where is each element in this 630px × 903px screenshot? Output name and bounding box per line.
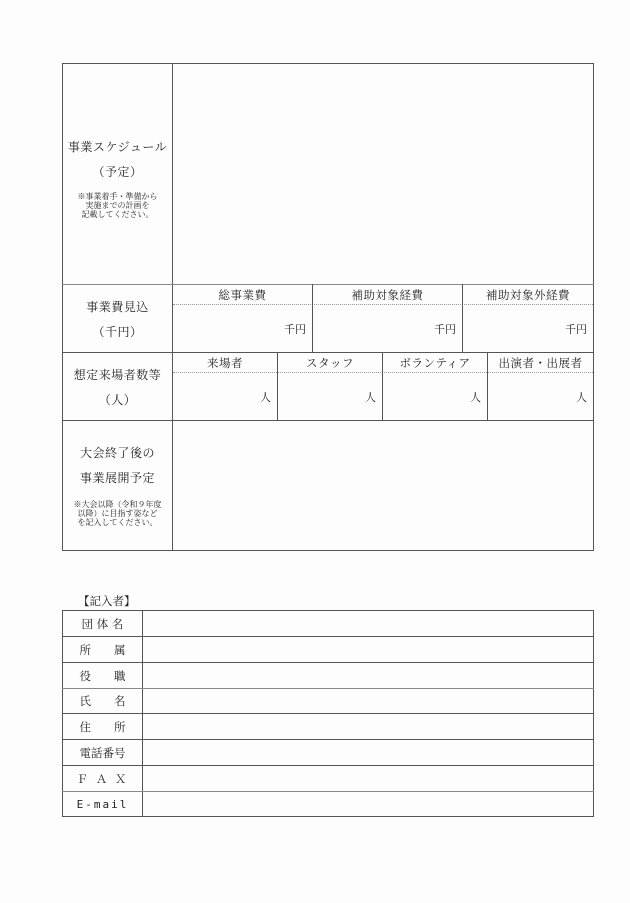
- schedule-input[interactable]: [173, 64, 593, 284]
- label-phone: 電話番号: [79, 745, 126, 760]
- after-event-label-cell: [63, 421, 172, 550]
- budget-header-ineligible: 補助対象外経費: [486, 287, 570, 302]
- visitors-staff-input[interactable]: [278, 373, 382, 420]
- label-address: 住 所: [79, 719, 126, 734]
- label-email: E-mail: [76, 797, 129, 811]
- phone-input[interactable]: [143, 740, 593, 765]
- registrant-title: 【記入者】: [78, 594, 136, 608]
- budget-header-eligible: 補助対象経費: [351, 287, 424, 302]
- schedule-note: ※事業着手・準備から 実施までの計画を 記載してください。: [77, 191, 158, 219]
- budget-sublabel: （千円）: [92, 324, 143, 339]
- visitors-sublabel: （人）: [98, 392, 137, 407]
- email-input[interactable]: [143, 792, 593, 816]
- visitors-header-staff: スタッフ: [306, 355, 354, 370]
- visitors-header-volunteers: ボランティア: [399, 355, 471, 370]
- after-event-label-line1: 大会終了後の: [79, 446, 155, 460]
- unit-label: 人: [365, 391, 376, 404]
- schedule-label: 事業スケジュール: [67, 139, 168, 154]
- visitors-label: 想定来場者数等: [73, 367, 162, 382]
- budget-label: 事業費見込: [86, 299, 149, 314]
- address-input[interactable]: [143, 714, 593, 739]
- budget-label-cell: [63, 285, 172, 352]
- unit-label: 千円: [565, 323, 587, 336]
- label-name: 氏 名: [79, 694, 126, 708]
- visitors-performers-input[interactable]: [488, 373, 593, 420]
- unit-label: 人: [576, 391, 587, 404]
- visitors-attendees-input[interactable]: [173, 373, 277, 420]
- fax-input[interactable]: [143, 766, 593, 791]
- budget-eligible-input[interactable]: [313, 305, 462, 352]
- visitors-header-attendees: 来場者: [207, 355, 243, 370]
- unit-label: 千円: [284, 323, 306, 336]
- label-fax: Ｆ Ａ Ｘ: [76, 771, 129, 786]
- unit-label: 人: [470, 391, 481, 404]
- visitors-label-cell: [63, 353, 172, 420]
- department-input[interactable]: [143, 637, 593, 662]
- schedule-sublabel: （予定）: [92, 164, 143, 179]
- schedule-label-cell: [63, 64, 172, 284]
- position-input[interactable]: [143, 663, 593, 688]
- name-input[interactable]: [143, 689, 593, 713]
- label-department: 所 属: [79, 642, 126, 657]
- budget-total-input[interactable]: [173, 305, 312, 352]
- label-org-name: 団 体 名: [81, 616, 124, 631]
- label-position: 役 職: [79, 668, 126, 683]
- after-event-label-line2: 事業展開予定: [79, 471, 155, 485]
- after-event-note: ※大会以降（令和９年度 以降）に目指す姿など を記入してください。: [73, 500, 162, 527]
- unit-label: 千円: [434, 323, 456, 336]
- after-event-input[interactable]: [173, 421, 593, 550]
- unit-label: 人: [260, 391, 271, 404]
- org-name-input[interactable]: [143, 611, 593, 636]
- visitors-header-performers: 出演者・出展者: [498, 355, 583, 370]
- budget-ineligible-input[interactable]: [463, 305, 593, 352]
- visitors-volunteers-input[interactable]: [383, 373, 487, 420]
- budget-header-total: 総事業費: [218, 287, 267, 302]
